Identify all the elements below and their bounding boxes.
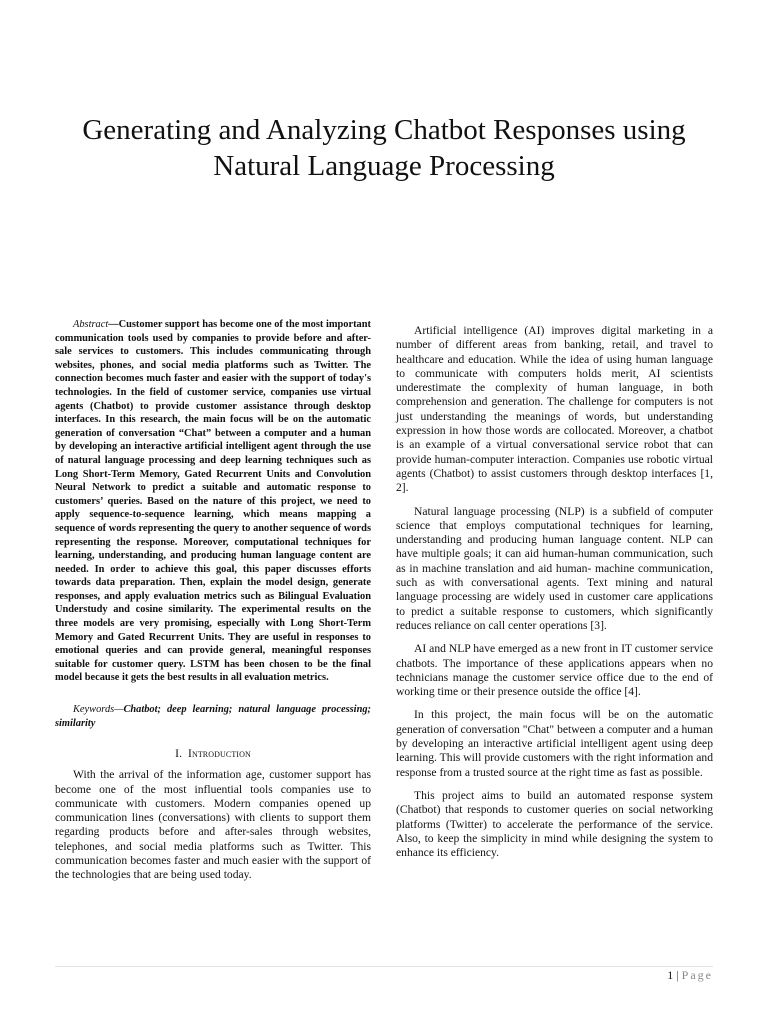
body-paragraph-5: This project aims to build an automated response system (Chatbot) that responds to customer queries on social networking platforms (Twitter) to accelerate the performance of the service. Also, to keep the simplicity in mind while designing the system to enhance its efficiency. [396, 788, 713, 860]
abstract-label: Abstract [73, 319, 109, 330]
intro-paragraph-1: With the arrival of the information age, customer support has become one of the most influential tools companies use to communicate with customers. Modern companies opened up communication lines (conversations) with clients to support them regarding products before and after-sales through websites, telephones, and social media platforms such as Twitter. This communication becomes faster and much easier with the support of the technologies that are being used today. [55, 768, 371, 882]
footer-divider [55, 966, 713, 967]
section-number: I. [175, 748, 183, 761]
section-title: Introduction [188, 748, 251, 761]
page-label: Page [681, 968, 713, 982]
right-column [396, 318, 713, 869]
page-footer [600, 968, 713, 983]
abstract-dash: — [108, 319, 119, 330]
keywords-label: Keywords [73, 704, 115, 716]
body-paragraph-4: In this project, the main focus will be on the automatic generation of conversation "Chat" between a computer and a human by developing an interactive artificial intelligent agent using deep learning. This will provide customers with the right information and response from a trusted source at the right time as fast as possible. [396, 708, 713, 779]
footer-separator: | [676, 968, 679, 982]
body-paragraph-2: Natural language processing (NLP) is a subfield of computer science that employs computational techniques for learning, understanding and producing human language content. NLP can have multiple goals; it can aid human-human communication, such as in machine translation and aid human- machine communication, such as with conversational agents. Text mining and natural language processing are widely used in customer care applications to predict a suitable response to customers, which significantly reduces reliance on call center operations [3]. [396, 504, 713, 632]
left-column [55, 318, 371, 892]
keywords-dash: — [114, 704, 124, 716]
abstract-text: Customer support has become one of the most important communication tools used by companies to provide before and after-sale services to customers. This includes communicating through websites, phones, and social media platforms such as Twitter. The connection becomes much faster and easier with the support of today's technologies. In the field of customer service, companies use virtual agents (Chatbot) to provide customer assistance through desktop interfaces. In this research, the main focus will be on the automatic generation of conversation “Chat” between a computer and a human by developing an interactive artificial intelligent agent through the use of natural language processing and deep learning techniques such as Long Short-Term Memory, Gated Recurrent Units and Convolution Neural Network to predict a suitable and automatic response to customers’ queries. Based on the nature of this project, we need to apply sequence-to-sequence learning, which means mapping a sequence of words representing the query to another sequence of words representing the response. Moreover, computational techniques for learning, understanding, and producing human language content are needed. In order to achieve this goal, this paper discusses efforts towards data preparation. Then, explain the model design, generate responses, and apply evaluation metrics such as Bilingual Evaluation Understudy and cosine similarity. The experimental results on the three models are very promising, especially with Long Short-Term Memory and Gated Recurrent Units. They are useful in responses to emotional queries and can provide general, meaningful responses suitable for customer query. LSTM has been chosen to be the final model because it gets the best results in all evaluation metrics. [55, 319, 371, 684]
paper-title: Generating and Analyzing Chatbot Responses using Natural Language Processing [82, 114, 686, 182]
body-paragraph-3: AI and NLP have emerged as a new front in IT customer service chatbots. The importance of these applications appears when no technicians manage the customer service office due to the end of working time or their presence outside the office [4]. [396, 642, 713, 699]
page-number: 1 [667, 968, 674, 982]
keywords [55, 703, 371, 730]
section-heading-introduction [55, 748, 371, 760]
keywords-text: Chatbot; deep learning; natural language processing; similarity [55, 704, 371, 729]
abstract [55, 318, 371, 685]
body-paragraph-1: Artificial intelligence (AI) improves digital marketing in a number of different areas from banking, retail, and travel to healthcare and education. While the idea of using human language to communicate with computers holds merit, AI scientists underestimate the complexity of human language, in both comprehension and generation. The challenge for computers is not just understanding the meanings of words, but understanding expression in how those words are collocated. Moreover, a chatbot is an example of a virtual conversational service robot that can provide human-computer interaction. Companies use robotic virtual agents (Chatbot) to assist customers through desktop interfaces [1, 2]. [396, 324, 713, 495]
